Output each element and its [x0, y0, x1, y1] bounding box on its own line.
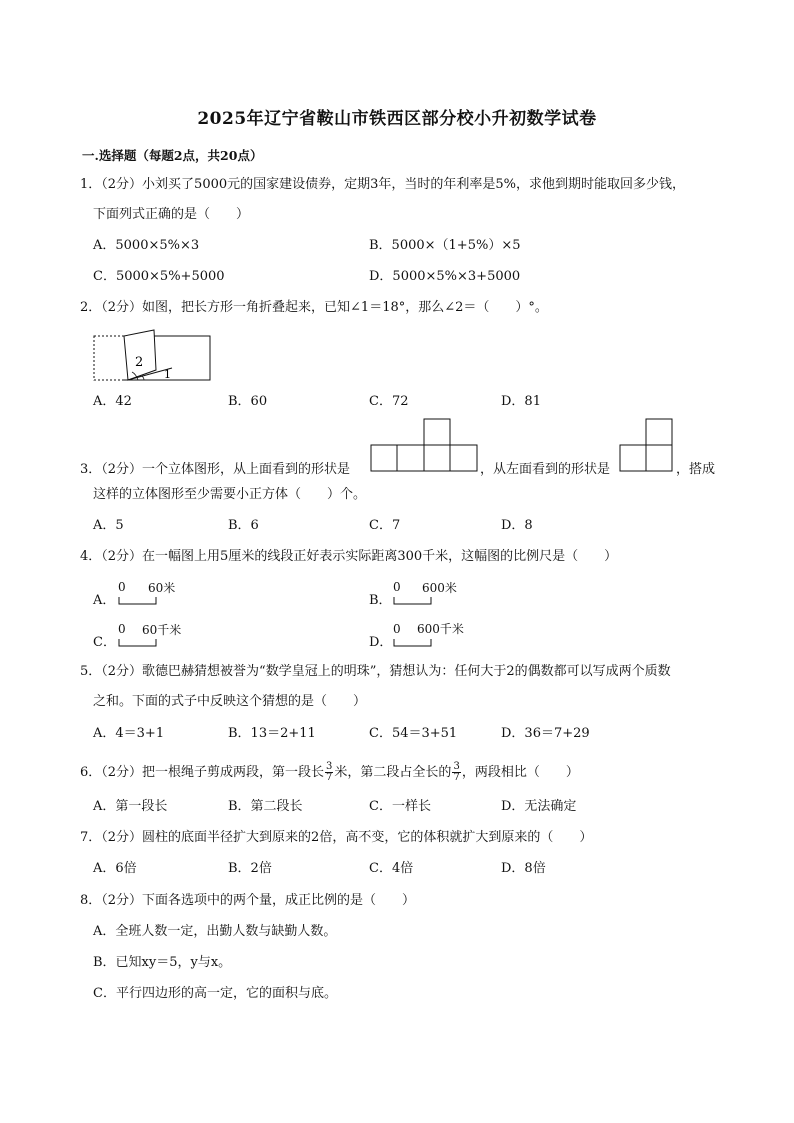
top-view-figure [370, 418, 480, 472]
section-title: 一.选择题（每题2点，共20点） [82, 148, 263, 163]
folded-rectangle-figure [92, 326, 216, 384]
q4-b-zero: 0 [393, 580, 401, 594]
q7-option-a: A．6倍 [93, 861, 137, 876]
q2-option-a: A．42 [93, 394, 132, 409]
q2-option-b: B．60 [228, 394, 268, 409]
q1-option-d: D．5000×5%×3+5000 [369, 269, 521, 284]
q1-line2: 下面列式正确的是（ ） [93, 207, 250, 222]
q5-line2: 之和。下面的式子中反映这个猜想的是（ ） [93, 694, 367, 709]
q1-option-c: C．5000×5%+5000 [93, 269, 225, 284]
q5-option-d: D．36＝7+29 [501, 726, 590, 741]
q6-fraction-1 [325, 762, 333, 783]
q5-line1: 5．（2分）歌德巴赫猜想被誉为“数学皇冠上的明珠”，猜想认为：任何大于2的偶数都可以写成两个质数 [80, 664, 671, 679]
q4-option-b-label: B． [369, 593, 392, 608]
q3-option-a: A．5 [93, 518, 124, 533]
q4-c-zero: 0 [118, 622, 126, 636]
q4-option-c-label: C． [93, 635, 116, 650]
q4-a-zero: 0 [118, 580, 126, 594]
q1-line1: 1．（2分）小刘买了5000元的国家建设债券，定期3年，当时的年利率是5%，求他到期时能取回多少钱， [80, 177, 686, 192]
q6-option-d: D．无法确定 [501, 799, 577, 814]
q4-b-scale-bar [393, 596, 433, 606]
q8-option-b: B．已知xy＝5，y与x。 [93, 955, 232, 970]
q6-option-a: A．第一段长 [93, 799, 168, 814]
q5-option-a: A．4＝3+1 [93, 726, 165, 741]
q6-fraction-2 [452, 762, 460, 783]
q4-a-scale-bar [118, 596, 158, 606]
angle-1-label: 1 [164, 368, 171, 381]
q6-frac1-numerator: 3 [326, 761, 333, 772]
q6-part2: 米，第二段占全长的 [334, 765, 452, 780]
exam-title: 2025年辽宁省鞍山市铁西区部分校小升初数学试卷 [197, 109, 597, 129]
q6-part3: ，两段相比（ ） [461, 765, 579, 780]
q1-option-a: A．5000×5%×3 [93, 238, 200, 253]
q4-a-value: 60米 [148, 581, 176, 595]
q6-frac2-denominator: 7 [453, 772, 460, 783]
q3-line1-part3: ，搭成 [676, 462, 716, 477]
q7-option-d: D．8倍 [501, 861, 546, 876]
q8-text: 8．（2分）下面各选项中的两个量，成正比例的是（ ） [80, 893, 416, 908]
q4-c-scale-bar [118, 638, 158, 648]
q4-c-value: 60千米 [142, 623, 182, 637]
q3-option-b: B．6 [228, 518, 259, 533]
q3-line2: 这样的立体图形至少需要小正方体（ ）个。 [93, 487, 367, 502]
q3-line1-part1: 3．（2分）一个立体图形，从上面看到的形状是 [80, 462, 351, 477]
q8-option-c: C．平行四边形的高一定，它的面积与底。 [93, 986, 337, 1001]
q4-option-d-label: D． [369, 635, 393, 650]
q4-d-scale-bar [393, 638, 433, 648]
q6-frac2-numerator: 3 [453, 761, 460, 772]
q6-option-b: B．第二段长 [228, 799, 303, 814]
q3-option-d: D．8 [501, 518, 533, 533]
q4-option-a-label: A． [93, 593, 116, 608]
angle-2-label: 2 [135, 355, 144, 370]
q4-d-zero: 0 [393, 622, 401, 636]
q7-option-b: B．2倍 [228, 861, 272, 876]
left-view-figure [619, 418, 675, 472]
q6-option-c: C．一样长 [369, 799, 431, 814]
q6-line [80, 762, 579, 783]
q6-part1: 6．（2分）把一根绳子剪成两段，第一段长 [80, 765, 325, 780]
q3-option-c: C．7 [369, 518, 401, 533]
q8-option-a: A．全班人数一定，出勤人数与缺勤人数。 [93, 924, 337, 939]
q6-frac1-denominator: 7 [326, 772, 333, 783]
q5-option-b: B．13＝2+11 [228, 726, 316, 741]
q4-d-value: 600千米 [417, 622, 464, 636]
q1-option-b: B．5000×（1+5%）×5 [369, 238, 521, 253]
q3-line1-part2: ，从左面看到的形状是 [480, 462, 611, 477]
q7-text: 7．（2分）圆柱的底面半径扩大到原来的2倍，高不变，它的体积就扩大到原来的（ ） [80, 830, 593, 845]
q2-option-c: C．72 [369, 394, 409, 409]
q4-text: 4．（2分）在一幅图上用5厘米的线段正好表示实际距离300千米，这幅图的比例尺是（ ） [80, 549, 618, 564]
q7-option-c: C．4倍 [369, 861, 414, 876]
q2-text: 2．（2分）如图，把长方形一角折叠起来，已知∠1＝18°，那么∠2＝（ ）°。 [80, 300, 548, 315]
q2-option-d: D．81 [501, 394, 541, 409]
q4-b-value: 600米 [422, 581, 457, 595]
q5-option-c: C．54＝3+51 [369, 726, 458, 741]
